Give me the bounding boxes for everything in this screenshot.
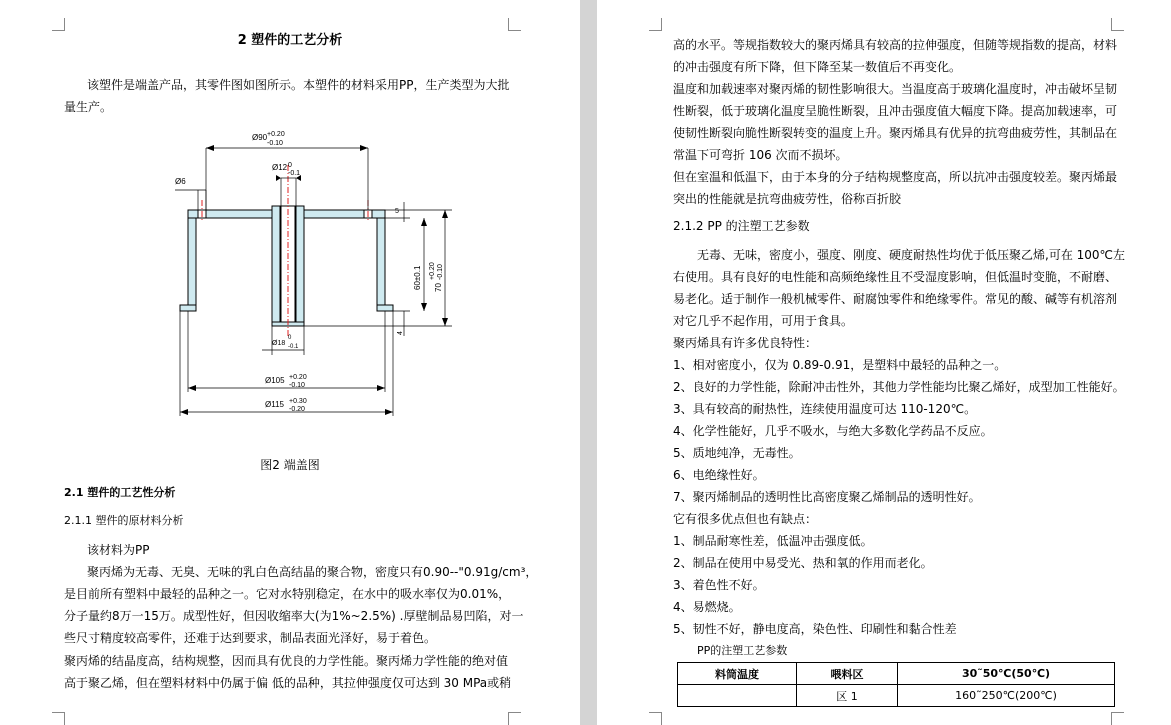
dim-d115-tol-lower: -0.20 [289,406,305,413]
table-cell: 喂料区 [797,663,898,685]
dim-d12-tol-lower: -0.1 [288,170,301,177]
end-cap-drawing [160,125,460,430]
dim-d6: Ø6 [175,177,186,186]
document-page-right [597,0,1171,725]
crop-mark [52,712,65,725]
crop-mark [649,18,662,31]
body-text-line: 对它几乎不起作用，可用于食具。 [673,314,854,328]
body-text-line: 分子量约8万一15万。成型性好，但因收缩率大(为1%~2.5%) .厚壁制品易凹陷，对一 [64,609,524,623]
dim-70-tol-lower: -0.10 [437,264,444,280]
section-title: 2.1 塑件的工艺性分析 [64,486,176,499]
dim-d90-tol-upper: +0.20 [267,131,285,138]
body-text-line: 温度和加载速率对聚丙烯的韧性影响很大。当温度高于玻璃化温度时，冲击破坏呈韧 [673,82,1118,96]
subsection-title: 2.1.2 PP 的注塑工艺参数 [673,219,810,233]
body-text-line: 突出的性能就是抗弯曲疲劳性，俗称百折胶 [673,192,902,206]
body-text-line: 易老化。适于制作一般机械零件、耐腐蚀零件和绝缘零件。常见的酸、碱等有机溶剂 [673,292,1118,306]
dim-5: 5 [395,208,399,215]
advantage-item: 6、电绝缘性好。 [673,468,765,482]
dim-d115-tol-upper: +0.30 [289,398,307,405]
dimension-lines [175,148,452,416]
document-page-left [0,0,580,725]
dim-d105-tol-lower: -0.10 [289,382,305,389]
intro-paragraph-line: 量生产。 [64,100,113,114]
disadvantage-item: 5、韧性不好，静电度高，染色性、印刷性和黏合性差 [673,622,957,636]
dim-d90: Ø90 [252,133,268,142]
dim-d18: Ø18 [272,340,286,347]
dim-4: 4 [397,331,404,335]
body-text-line: 性断裂，低于玻璃化温度呈脆性断裂，且冲击强度值大幅度下降。提高加载速率，可 [673,104,1118,118]
dim-70-tol-upper: +0.20 [429,262,436,280]
crop-mark [1111,18,1124,31]
page-title: 2 塑件的工艺分析 [237,33,343,48]
disadvantage-item: 3、着色性不好。 [673,578,765,592]
body-text-line: 无毒、无味，密度小，强度、刚度、硬度耐热性均优于低压聚乙烯,可在 100℃左 [697,248,1126,262]
table-cell [678,685,797,707]
crop-mark [649,712,662,725]
dim-70: 70 [434,283,443,292]
dim-60: 60±0.1 [413,265,422,290]
dim-d12-tol-upper: 0 [288,162,292,169]
injection-parameters-table [677,662,1115,707]
subsection-title: 2.1.1 塑件的原材料分析 [64,514,184,527]
body-text-line: 但在室温和低温下，由于本身的分子结构规整度高，所以抗冲击强度较差。聚丙烯最 [673,170,1118,184]
table-cell: 160˜250℃(200℃) [898,685,1115,707]
disadvantage-item: 2、制品在使用中易受光、热和氧的作用而老化。 [673,556,933,570]
dim-d115: Ø115 [265,400,284,409]
table-cell: 30˜50℃(50℃) [898,663,1115,685]
dim-d12: Ø12 [272,163,288,172]
advantage-item: 5、质地纯净，无毒性。 [673,446,801,460]
body-text-line: 该材料为PP [87,543,150,557]
disadvantage-item: 4、易燃烧。 [673,600,741,614]
table-cell: 区 1 [797,685,898,707]
body-text-line: 聚丙烯为无毒、无臭、无味的乳白色高结晶的聚合物，密度只有0.90--"0.91g/cm³， [87,565,538,579]
body-text-line: 是目前所有塑料中最轻的品种之一。它对水特别稳定，在水中的吸水率仅为0.01%， [64,587,511,601]
advantage-item: 1、相对密度小，仅为 0.89-0.91，是塑料中最轻的品种之一。 [673,358,1007,372]
dim-d18-tol-lower: -0.1 [288,344,299,350]
dim-d105: Ø105 [265,376,285,385]
body-text-line: 些尺寸精度较高零件，还难于达到要求，制品表面光泽好，易于着色。 [64,631,437,645]
body-text-line: 的冲击强度有所下降，但下降至某一数值后不再变化。 [673,60,962,74]
dim-d18-tol-upper: 0 [288,335,292,341]
advantages-intro: 聚丙烯具有许多优良特性： [673,336,818,350]
table-title: PP的注塑工艺参数 [697,644,788,657]
body-text-line: 聚丙烯的结晶度高，结构规整，因而具有优良的力学性能。聚丙烯力学性能的绝对值 [64,654,509,668]
table-cell: 料筒温度 [678,663,797,685]
advantage-item: 2、良好的力学性能，除耐冲击性外，其他力学性能均比聚乙烯好，成型加工性能好。 [673,380,1125,394]
figure-caption: 图2 端盖图 [260,458,320,472]
body-text-line: 使韧性断裂向脆性断裂转变的温度上升。聚丙烯具有优异的抗弯曲疲劳性，其制品在 [673,126,1118,140]
body-text-line: 常温下可弯折 106 次而不损坏。 [673,148,848,162]
advantage-item: 3、具有较高的耐热性，连续使用温度可达 110-120℃。 [673,402,977,416]
dimension-arrows [180,145,448,415]
advantage-item: 4、化学性能好，几乎不吸水，与绝大多数化学药品不反应。 [673,424,993,438]
advantage-item: 7、聚丙烯制品的透明性比高密度聚乙烯制品的透明性好。 [673,490,981,504]
body-text-line: 高的水平。等规指数较大的聚丙烯具有较高的拉伸强度，但随等规指数的提高，材料 [673,38,1118,52]
dim-d90-tol-lower: -0.10 [267,140,283,147]
disadvantages-intro: 它有很多优点但也有缺点： [673,512,818,526]
disadvantage-item: 1、制品耐寒性差，低温冲击强度低。 [673,534,873,548]
table-row [678,685,1115,707]
crop-mark [1111,712,1124,725]
body-text-line: 高于聚乙烯，但在塑料材料中仍属于偏 低的品种，其拉伸强度仅可达到 30 MPa或稍 [64,676,512,690]
body-text-line: 右使用。具有良好的电性能和高频绝缘性且不受湿度影响，但低温时变脆，不耐磨、 [673,270,1118,284]
crop-mark [508,712,521,725]
dim-d105-tol-upper: +0.20 [289,374,307,381]
intro-paragraph-line: 该塑件是端盖产品，其零件图如图所示。本塑件的材料采用PP，生产类型为大批 [87,78,510,92]
table-row [678,663,1115,685]
